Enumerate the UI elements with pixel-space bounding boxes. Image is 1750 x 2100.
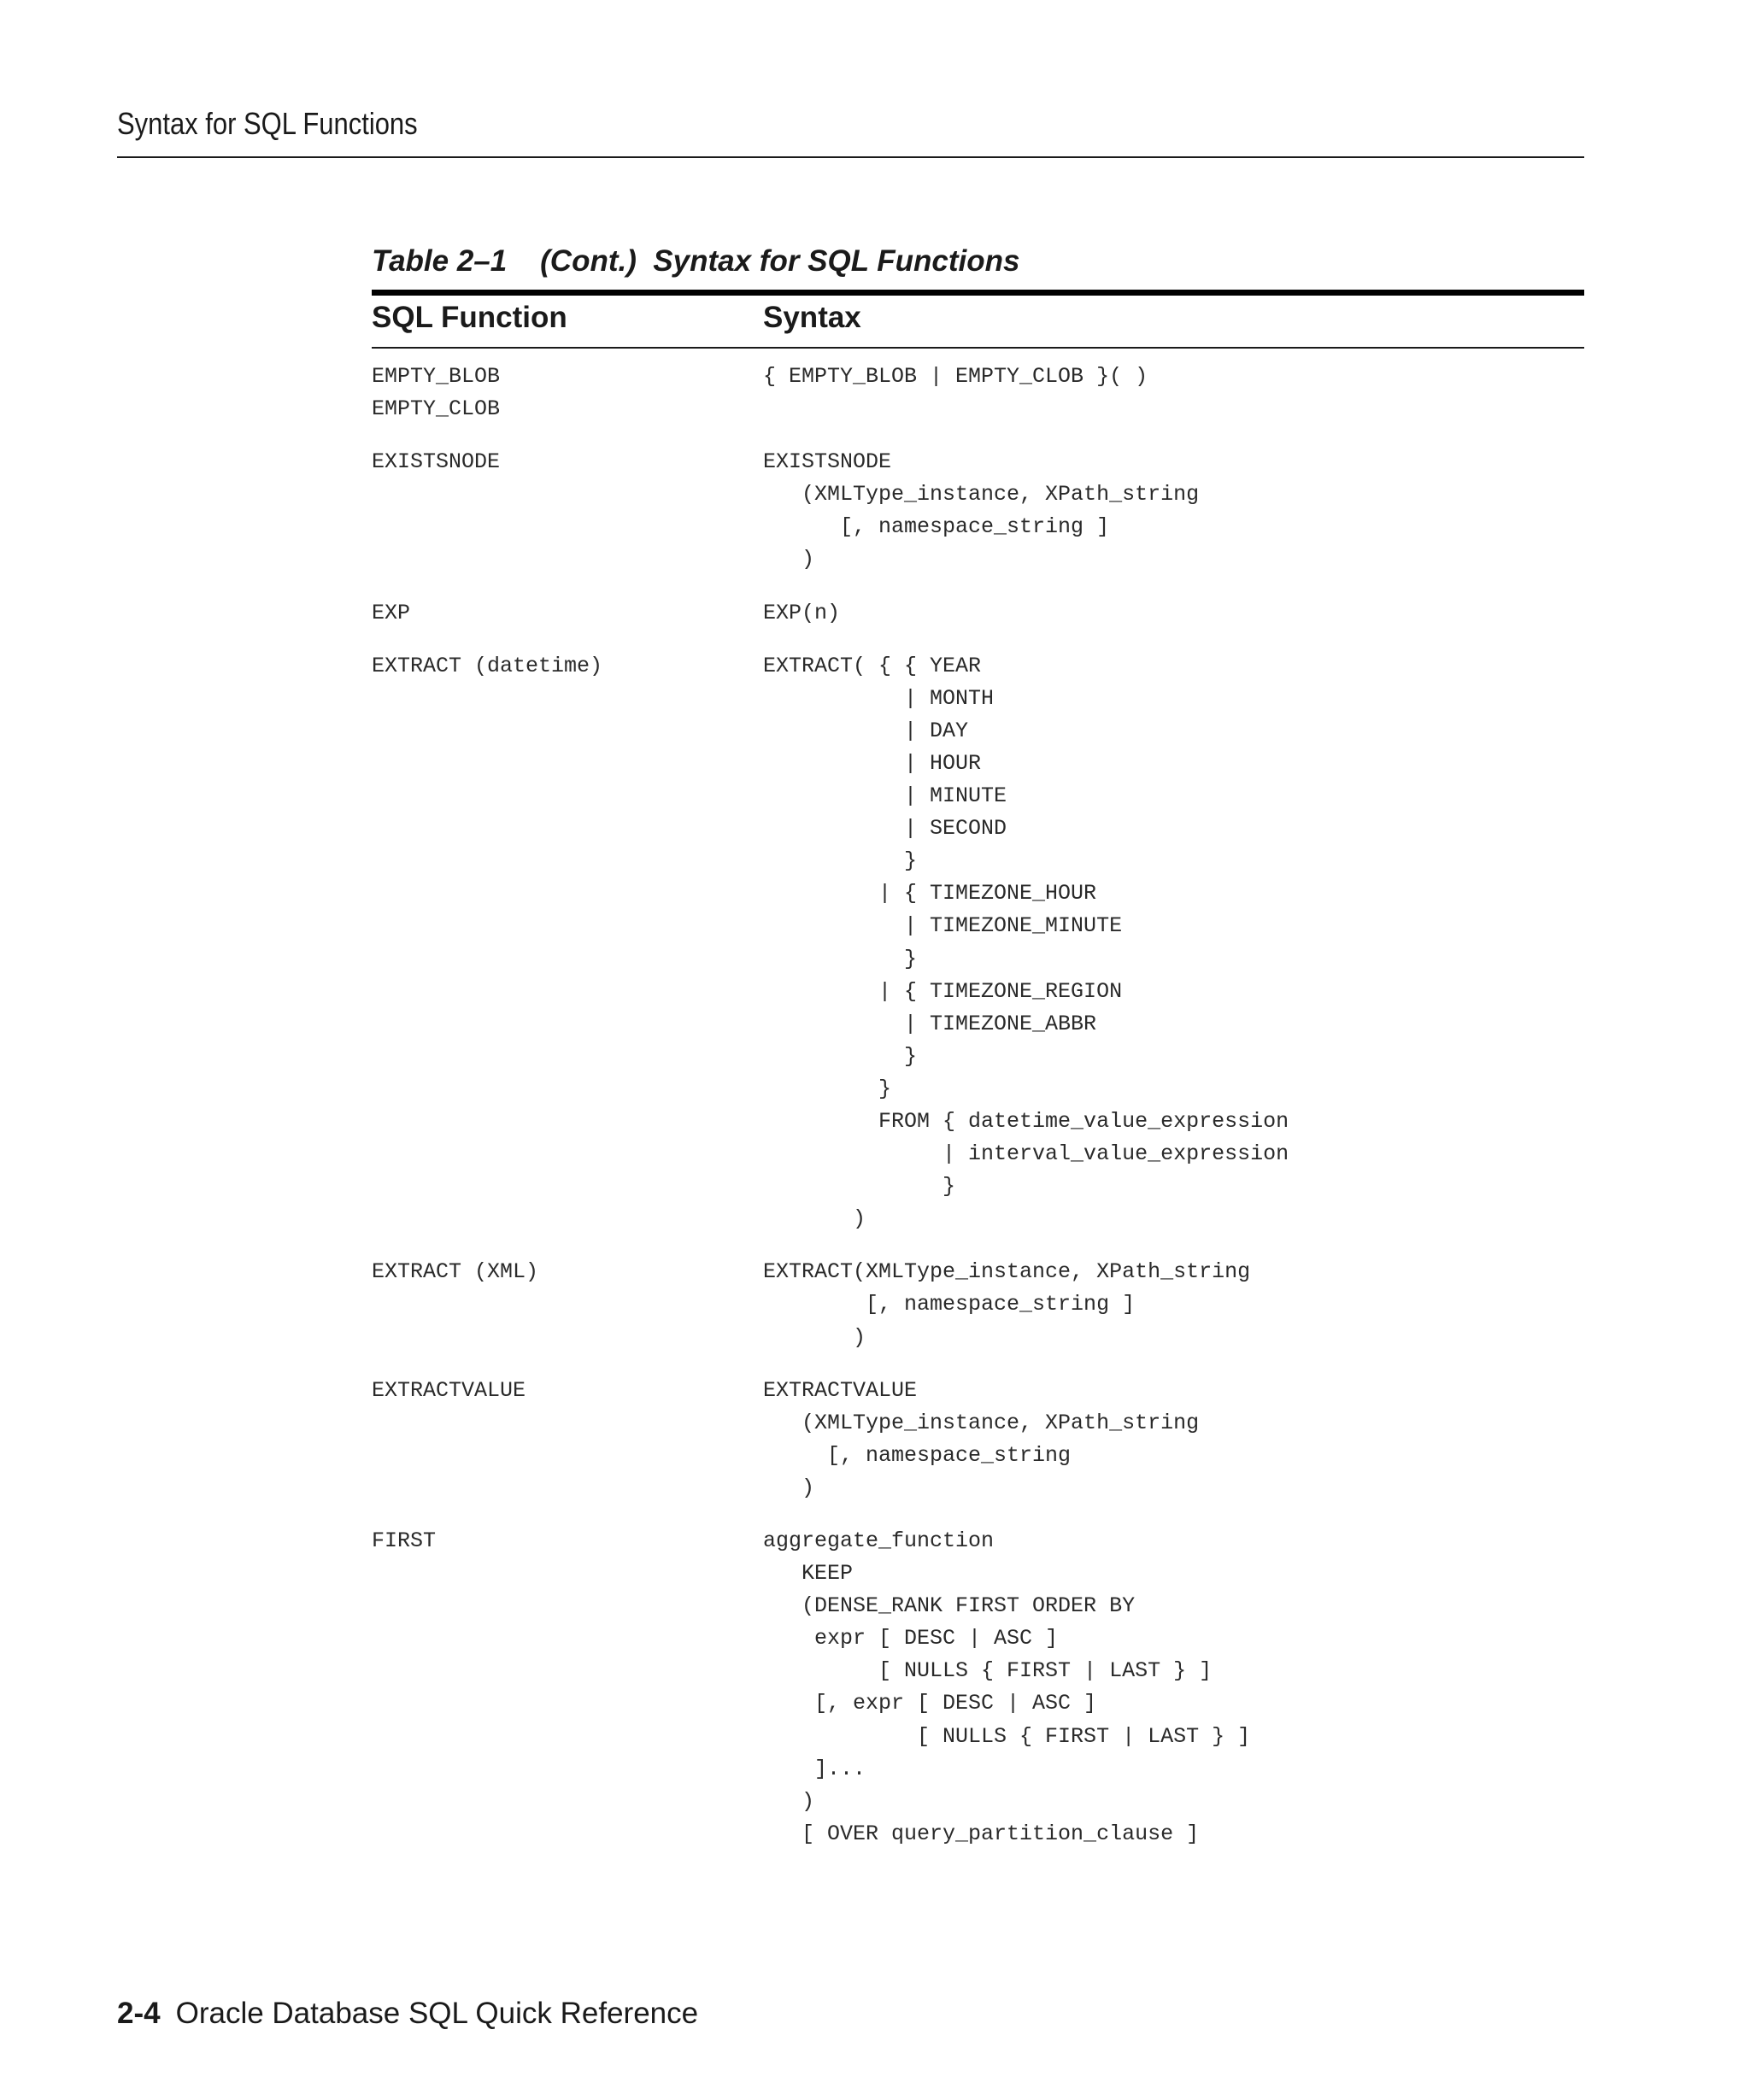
running-header-title: Syntax for SQL Functions (117, 106, 418, 141)
table-row-extractvalue (372, 1375, 1584, 1505)
table-row-extract-datetime (372, 650, 1584, 1236)
syntax-cell: EXTRACT( { { YEAR | MONTH | DAY | HOUR | MINUTE | SECOND } | { TIMEZONE_HOUR | TIMEZONE_MINUTE } | { TIMEZONE_REGION | TIMEZONE_ABBR } } FROM { datetime_value_expression | interval_value_expression } ) (763, 653, 1289, 1232)
table-row-empty-blob (372, 361, 1584, 425)
syntax-cell: EXTRACT(XMLType_instance, XPath_string [, namespace_string ] ) (763, 1259, 1251, 1350)
function-name-cell: EMPTY_BLOB EMPTY_CLOB (372, 364, 501, 422)
page-number: 2-4 (117, 1997, 161, 2030)
syntax-cell: { EMPTY_BLOB | EMPTY_CLOB }( ) (763, 364, 1148, 389)
header-divider (117, 156, 1584, 158)
table-caption: Table 2–1 (Cont.) Syntax for SQL Functions (372, 244, 1020, 278)
syntax-cell: EXP(n) (763, 600, 841, 625)
syntax-cell: aggregate_function KEEP (DENSE_RANK FIRST ORDER BY expr [ DESC | ASC ] [ NULLS { FIRST | LAST } ] [, expr [ DESC | ASC ] [ NULLS { FIRST | LAST } ] ]... ) [ OVER query_partition_clause ] (763, 1528, 1251, 1846)
table-header-rule (372, 347, 1584, 349)
table-body (372, 361, 1584, 1871)
table-row-exp (372, 597, 1584, 630)
column-header-sql-function: SQL Function (372, 301, 567, 334)
function-name-cell: EXTRACT (datetime) (372, 653, 603, 678)
table-row-first (372, 1525, 1584, 1851)
function-name-cell: EXP (372, 600, 411, 625)
function-name-cell: EXTRACTVALUE (372, 1377, 526, 1403)
syntax-cell: EXTRACTVALUE (XMLType_instance, XPath_string [, namespace_string ) (763, 1377, 1200, 1500)
column-header-syntax: Syntax (763, 301, 861, 334)
page-footer (117, 1997, 698, 2031)
function-name-cell: EXTRACT (XML) (372, 1259, 539, 1285)
book-title: Oracle Database SQL Quick Reference (175, 1997, 699, 2030)
table-top-rule (372, 290, 1584, 296)
table-row-extract-xml (372, 1256, 1584, 1353)
table-row-existsnode (372, 446, 1584, 576)
function-name-cell: FIRST (372, 1528, 437, 1553)
function-name-cell: EXISTSNODE (372, 449, 501, 475)
syntax-cell: EXISTSNODE (XMLType_instance, XPath_string [, namespace_string ] ) (763, 449, 1200, 572)
